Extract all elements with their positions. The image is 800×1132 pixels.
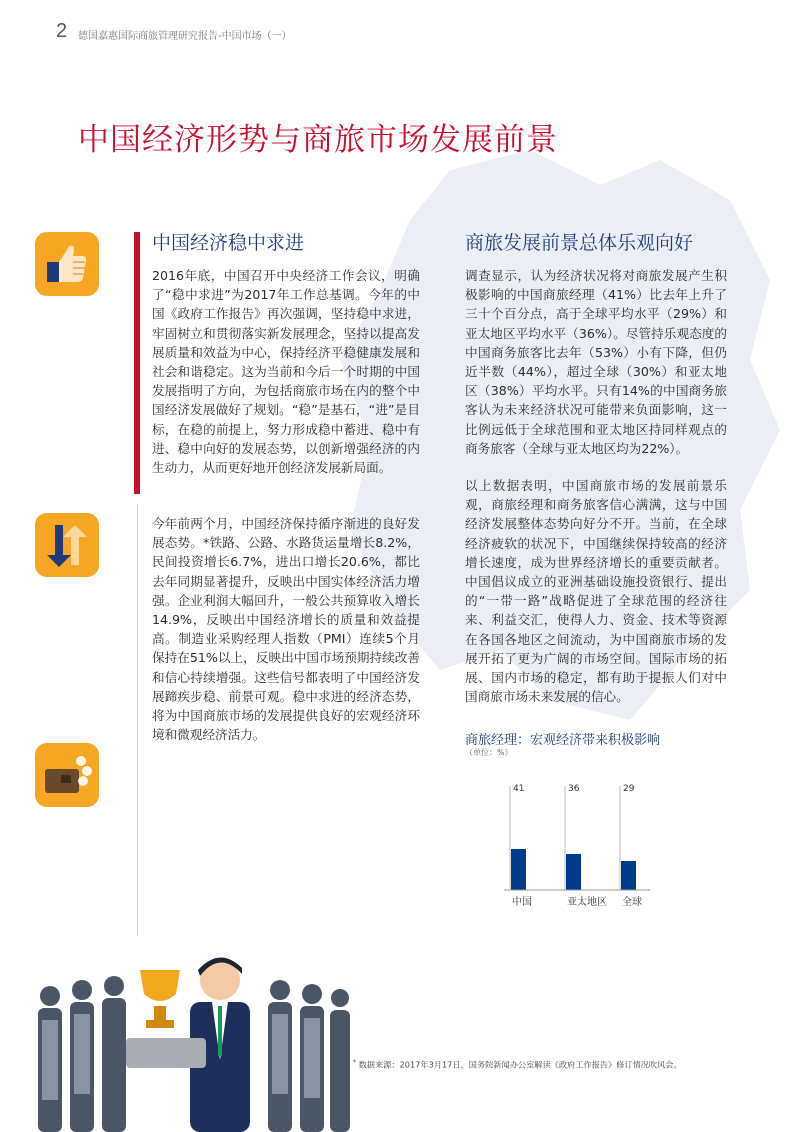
left-section-heading: 中国经济稳中求进 — [152, 232, 305, 254]
footnote-text: 数据来源：2017年3月17日，国务院新闻办公室解读《政府工作报告》修订情况吹风会。 — [358, 1059, 682, 1070]
up-down-arrows-icon — [35, 513, 99, 577]
chart-bar-2 — [621, 861, 636, 890]
running-header: 德国嘉惠国际商旅管理研究报告-中国市场（一） — [78, 31, 292, 42]
footnote-marker: * — [353, 1059, 356, 1066]
column-divider — [137, 505, 138, 935]
chart-bar-1 — [566, 854, 581, 890]
right-paragraph-2: 以上数据表明，中国商旅市场的发展前景乐观，商旅经理和商务旅客信心满满，这与中国经济发展整体态势向好分不开。当前，在全球经济疲软的状况下，中国继续保持较高的经济增长速度，成为世界经济增长的重要贡献者。中国倡议成立的亚洲基础设施投资银行、提出的“一带一路”战略促进了全球范围的经济往来、利益交汇，使得人力、资金、技术等资源在各国各地区之间流动，为中国商旅市场的发展开拓了更为广阔的市场空间。国际市场的拓展、国内市场的稳定，都有助于提振人们对中国商旅市场未来发展的信心。 — [465, 478, 727, 705]
chart-category-label-2: 全球 — [622, 897, 642, 908]
footnote — [353, 1059, 682, 1071]
page-number: 2 — [56, 20, 68, 42]
page-title: 中国经济形势与商旅市场发展前景 — [78, 122, 558, 158]
chart-value-label-1: 36 — [568, 784, 580, 794]
accent-bar — [134, 232, 140, 494]
left-paragraph-2: 今年前两个月，中国经济保持循序渐进的良好发展态势。*铁路、公路、水路货运量增长8.2%，民间投资增长6.7%，进出口增长20.6%，都比去年同期显著提升，反映出中国实体经济活力增强。企业利润大幅回升，一般公共预算收入增长14.9%，反映出中国经济增长的质量和效益提高。制造业采购经理人指数（PMI）连续5个月保持在51%以上，反映出中国市场预期持续改善和信心持续增强。这些信号都表明了中国经济发展蹄疾步稳、前景可观。稳中求进的经济态势，将为中国商旅市场的发展提供良好的宏观经济环境和微观经济活力。 — [152, 516, 420, 743]
chart-category-label-0: 中国 — [512, 897, 532, 908]
bar-chart — [490, 770, 660, 915]
chart-value-label-0: 41 — [513, 784, 525, 794]
chart-title: 商旅经理：宏观经济带来积极影响 — [465, 733, 661, 748]
chart-value-label-2: 29 — [623, 784, 635, 794]
chart-unit: （单位：%） — [465, 748, 513, 757]
thumbs-up-icon — [35, 232, 99, 296]
right-section-heading: 商旅发展前景总体乐观向好 — [465, 232, 694, 254]
wallet-coins-icon — [35, 743, 99, 807]
business-team-illustration — [30, 950, 350, 1132]
left-paragraph-1: 2016年底，中国召开中央经济工作会议，明确了“稳中求进”为2017年工作总基调。今年的中国《政府工作报告》再次强调，坚持稳中求进，牢固树立和贯彻落实新发展理念，坚持以提高发展质量和效益为中心，保持经济平稳健康发展和社会和谐稳定。这为当前和今后一个时期的中国发展指明了方向，为包括商旅市场在内的整个中国经济发展做好了规划。“稳”是基石，“进”是目标，在稳的前提上，努力形成稳中蓄进、稳中有进、稳中向好的发展态势，以创新增强经济的内生动力，从而更好地开创经济发展新局面。 — [152, 268, 420, 476]
chart-category-label-1: 亚太地区 — [567, 897, 607, 908]
chart-bar-0 — [511, 849, 526, 890]
right-paragraph-1: 调查显示，认为经济状况将对商旅发展产生积极影响的中国商旅经理（41%）比去年上升了三十个百分点，高于全球平均水平（29%）和亚太地区平均水平（36%）。尽管持乐观态度的中国商务旅客比去年（53%）小有下降，但仍近半数（44%），超过全球（30%）和亚太地区（38%）平均水平。只有14%的中国商务旅客认为未来经济状况可能带来负面影响，这一比例远低于全球范围和亚太地区持同样观点的商务旅客（全球与亚太地区均为22%）。 — [465, 268, 727, 456]
